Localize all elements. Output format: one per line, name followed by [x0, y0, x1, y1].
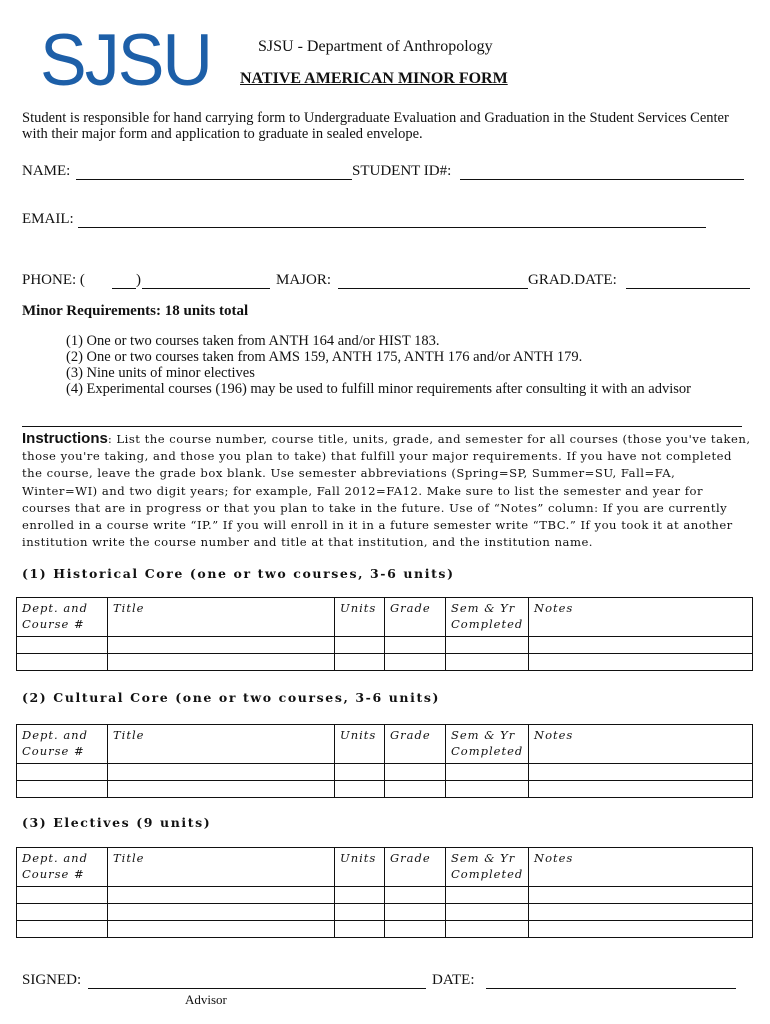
- name-label: NAME:: [22, 163, 71, 179]
- table-row[interactable]: [17, 781, 753, 798]
- signed-label: SIGNED:: [22, 972, 82, 988]
- col-dept-course: Dept. and Course #: [17, 598, 108, 637]
- email-label: EMAIL:: [22, 211, 74, 227]
- grad-date-field[interactable]: [626, 272, 750, 289]
- student-id-field[interactable]: [460, 163, 744, 180]
- table-row[interactable]: [17, 887, 753, 904]
- phone-label: PHONE: (: [22, 272, 85, 288]
- date-field[interactable]: [486, 972, 736, 989]
- col-title: Title: [108, 848, 335, 887]
- col-title: Title: [108, 598, 335, 637]
- date-label: DATE:: [432, 972, 475, 988]
- requirement-item: (4) Experimental courses (196) may be used to fulfill minor requirements after consulting it with an advisor: [66, 381, 691, 397]
- col-units: Units: [335, 598, 385, 637]
- table-header-row: [17, 725, 753, 764]
- col-title: Title: [108, 725, 335, 764]
- phone-close-paren: ): [136, 272, 141, 288]
- col-grade: Grade: [385, 725, 446, 764]
- table-header-row: [17, 598, 753, 637]
- col-sem-yr: Sem & Yr Completed: [446, 598, 529, 637]
- sjsu-logo: SJSU: [40, 19, 211, 101]
- intro-text: Student is responsible for hand carrying form to Undergraduate Evaluation and Graduation in the Student Services Center with their major form and application to graduate in sealed envelope.: [22, 110, 729, 142]
- historical-core-table: [16, 597, 753, 671]
- department-name: SJSU - Department of Anthropology: [258, 38, 493, 55]
- requirement-item: (3) Nine units of minor electives: [66, 365, 255, 381]
- phone-area-code-field[interactable]: [112, 272, 136, 289]
- col-dept-course: Dept. and Course #: [17, 848, 108, 887]
- name-field[interactable]: [76, 163, 352, 180]
- instructions-block: [22, 430, 752, 551]
- col-sem-yr: Sem & Yr Completed: [446, 725, 529, 764]
- electives-heading: (3) Electives (9 units): [22, 815, 212, 830]
- col-dept-course: Dept. and Course #: [17, 725, 108, 764]
- requirements-list: [66, 333, 736, 397]
- col-grade: Grade: [385, 848, 446, 887]
- col-grade: Grade: [385, 598, 446, 637]
- col-units: Units: [335, 848, 385, 887]
- student-id-label: STUDENT ID#:: [352, 163, 452, 179]
- cultural-core-heading: (2) Cultural Core (one or two courses, 3-6 units): [22, 690, 440, 705]
- col-notes: Notes: [529, 848, 753, 887]
- table-row[interactable]: [17, 764, 753, 781]
- table-row[interactable]: [17, 654, 753, 671]
- phone-number-field[interactable]: [142, 272, 270, 289]
- grad-date-label: GRAD.DATE:: [528, 272, 617, 288]
- major-label: MAJOR:: [276, 272, 332, 288]
- col-units: Units: [335, 725, 385, 764]
- col-notes: Notes: [529, 598, 753, 637]
- advisor-caption: Advisor: [185, 992, 227, 1007]
- table-header-row: [17, 848, 753, 887]
- table-row[interactable]: [17, 904, 753, 921]
- cultural-core-table: [16, 724, 753, 798]
- instructions-label: Instructions: [22, 430, 108, 447]
- form-title: NATIVE AMERICAN MINOR FORM: [240, 70, 508, 87]
- col-sem-yr: Sem & Yr Completed: [446, 848, 529, 887]
- table-row[interactable]: [17, 921, 753, 938]
- email-field[interactable]: [78, 211, 706, 228]
- requirements-heading: Minor Requirements: 18 units total: [22, 303, 249, 319]
- signature-field[interactable]: [88, 972, 426, 989]
- requirement-item: (2) One or two courses taken from AMS 159, ANTH 175, ANTH 176 and/or ANTH 179.: [66, 349, 583, 365]
- major-field[interactable]: [338, 272, 528, 289]
- historical-core-heading: (1) Historical Core (one or two courses, 3-6 units): [22, 566, 455, 581]
- requirement-item: (1) One or two courses taken from ANTH 164 and/or HIST 183.: [66, 333, 440, 349]
- table-row[interactable]: [17, 637, 753, 654]
- col-notes: Notes: [529, 725, 753, 764]
- divider: [22, 426, 742, 427]
- instructions-text: : List the course number, course title, units, grade, and semester for all courses (those you've taken, those you're taking, and those you plan to take) that fulfill your major requirements. If you have not completed the course, leave the grade box blank. Use semester abbreviations (Spring=SP, Summer=SU, Fall=FA, Winter=WI) and two digit years; for example, Fall 2012=FA12. Make sure to list the semester and year for courses that are in progress or that you plan to take in the future. Use of “Notes” column: If you are currently enrolled in a course write “IP.” If you will enroll in it in a future semester write “TBC.” If you took it at another institution write the course number and title at that institution, and the institution name.: [22, 432, 751, 550]
- electives-table: [16, 847, 753, 938]
